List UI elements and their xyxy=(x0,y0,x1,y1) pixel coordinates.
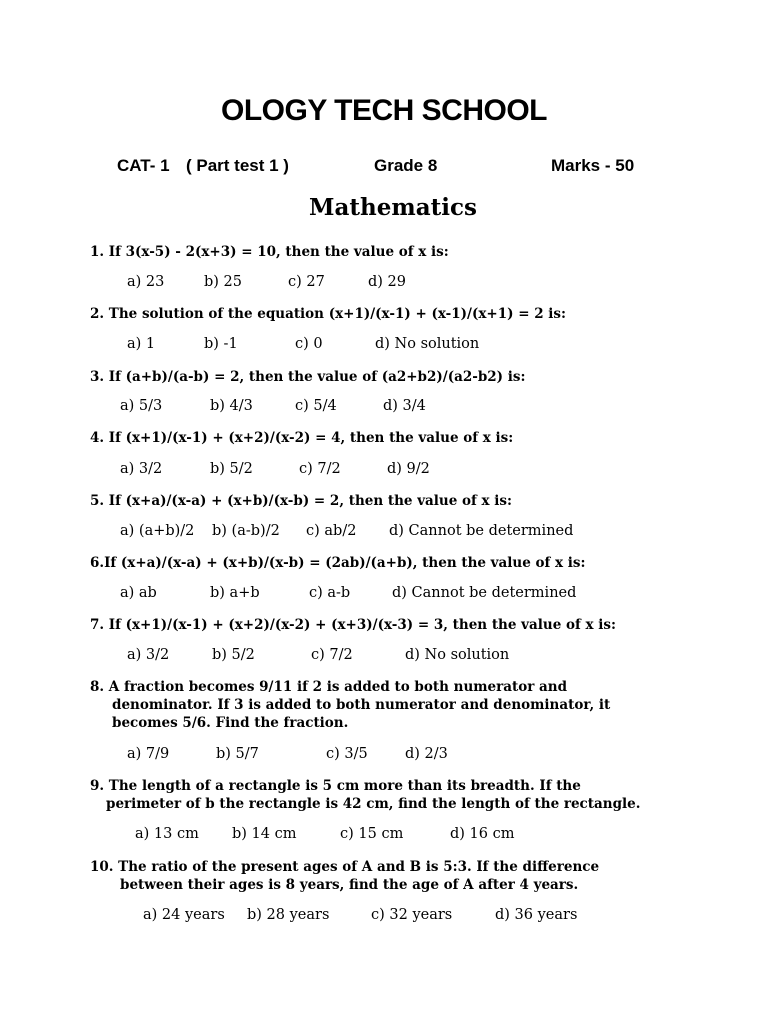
cat-label: CAT- 1 xyxy=(117,156,170,175)
question-text: 4. If (x+1)/(x-1) + (x+2)/(x-2) = 4, then the value of x is: xyxy=(90,430,514,446)
option-10b: b) 28 years xyxy=(247,907,330,923)
option-1b: b) 25 xyxy=(204,274,242,290)
question-2 xyxy=(90,305,566,323)
option-7b: b) 5/2 xyxy=(212,647,255,663)
question-5 xyxy=(90,492,512,510)
option-2a: a) 1 xyxy=(127,336,156,352)
option-8d: d) 2/3 xyxy=(405,746,448,762)
question-text: 8. A fraction becomes 9/11 if 2 is added to both numerator and xyxy=(90,679,568,695)
option-3b: b) 4/3 xyxy=(210,398,253,414)
question-10 xyxy=(90,858,599,894)
question-text: 9. The length of a rectangle is 5 cm more than its breadth. If the xyxy=(90,778,581,794)
option-6a: a) ab xyxy=(120,585,157,601)
option-3c: c) 5/4 xyxy=(295,398,337,414)
subject-title: Mathematics xyxy=(309,194,477,221)
option-10d: d) 36 years xyxy=(495,907,578,923)
question-text: 10. The ratio of the present ages of A and B is 5:3. If the difference xyxy=(90,859,600,875)
option-1c: c) 27 xyxy=(288,274,325,290)
question-1 xyxy=(90,243,449,261)
option-5d: d) Cannot be determined xyxy=(389,523,574,539)
option-4b: b) 5/2 xyxy=(210,461,253,477)
question-text: 2. The solution of the equation (x+1)/(x-1) + (x-1)/(x+1) = 2 is: xyxy=(90,306,567,322)
option-6c: c) a-b xyxy=(309,585,351,601)
question-text: perimeter of b the rectangle is 42 cm, find the length of the rectangle. xyxy=(106,796,641,812)
option-9a: a) 13 cm xyxy=(135,826,199,842)
option-8a: a) 7/9 xyxy=(127,746,170,762)
option-5b: b) (a-b)/2 xyxy=(212,523,280,539)
option-6d: d) Cannot be determined xyxy=(392,585,577,601)
question-9 xyxy=(90,777,640,813)
option-10c: c) 32 years xyxy=(371,907,453,923)
question-text: between their ages is 8 years, find the age of A after 4 years. xyxy=(120,877,579,893)
question-text: 1. If 3(x-5) - 2(x+3) = 10, then the value of x is: xyxy=(90,244,449,260)
question-3 xyxy=(90,368,525,386)
option-8b: b) 5/7 xyxy=(216,746,259,762)
school-title: OLOGY TECH SCHOOL xyxy=(221,94,547,127)
question-text: 3. If (a+b)/(a-b) = 2, then the value of (a2+b2)/(a2-b2) is: xyxy=(90,369,526,385)
option-9d: d) 16 cm xyxy=(450,826,515,842)
grade-label: Grade 8 xyxy=(374,156,438,175)
question-text: 7. If (x+1)/(x-1) + (x+2)/(x-2) + (x+3)/(x-3) = 3, then the value of x is: xyxy=(90,617,616,633)
option-2b: b) -1 xyxy=(204,336,238,352)
question-4 xyxy=(90,429,513,447)
option-5a: a) (a+b)/2 xyxy=(120,523,195,539)
option-6b: b) a+b xyxy=(210,585,260,601)
question-text: 5. If (x+a)/(x-a) + (x+b)/(x-b) = 2, then the value of x is: xyxy=(90,493,513,509)
option-4c: c) 7/2 xyxy=(299,461,341,477)
question-6 xyxy=(90,554,585,572)
option-7c: c) 7/2 xyxy=(311,647,353,663)
question-7 xyxy=(90,616,616,634)
question-text: 6.If (x+a)/(x-a) + (x+b)/(x-b) = (2ab)/(a+b), then the value of x is: xyxy=(90,555,586,571)
option-7a: a) 3/2 xyxy=(127,647,170,663)
option-9c: c) 15 cm xyxy=(340,826,404,842)
option-9b: b) 14 cm xyxy=(232,826,297,842)
option-2d: d) No solution xyxy=(375,336,480,352)
question-text: denominator. If 3 is added to both numerator and denominator, it xyxy=(112,697,611,713)
option-8c: c) 3/5 xyxy=(326,746,368,762)
option-10a: a) 24 years xyxy=(143,907,225,923)
question-text: becomes 5/6. Find the fraction. xyxy=(112,715,349,731)
option-4a: a) 3/2 xyxy=(120,461,163,477)
option-1d: d) 29 xyxy=(368,274,406,290)
option-1a: a) 23 xyxy=(127,274,165,290)
option-2c: c) 0 xyxy=(295,336,323,352)
option-7d: d) No solution xyxy=(405,647,510,663)
marks-label: Marks - 50 xyxy=(551,156,635,175)
option-3d: d) 3/4 xyxy=(383,398,426,414)
option-3a: a) 5/3 xyxy=(120,398,163,414)
part-label: ( Part test 1 ) xyxy=(186,156,289,175)
question-8 xyxy=(90,678,610,732)
option-4d: d) 9/2 xyxy=(387,461,430,477)
option-5c: c) ab/2 xyxy=(306,523,357,539)
